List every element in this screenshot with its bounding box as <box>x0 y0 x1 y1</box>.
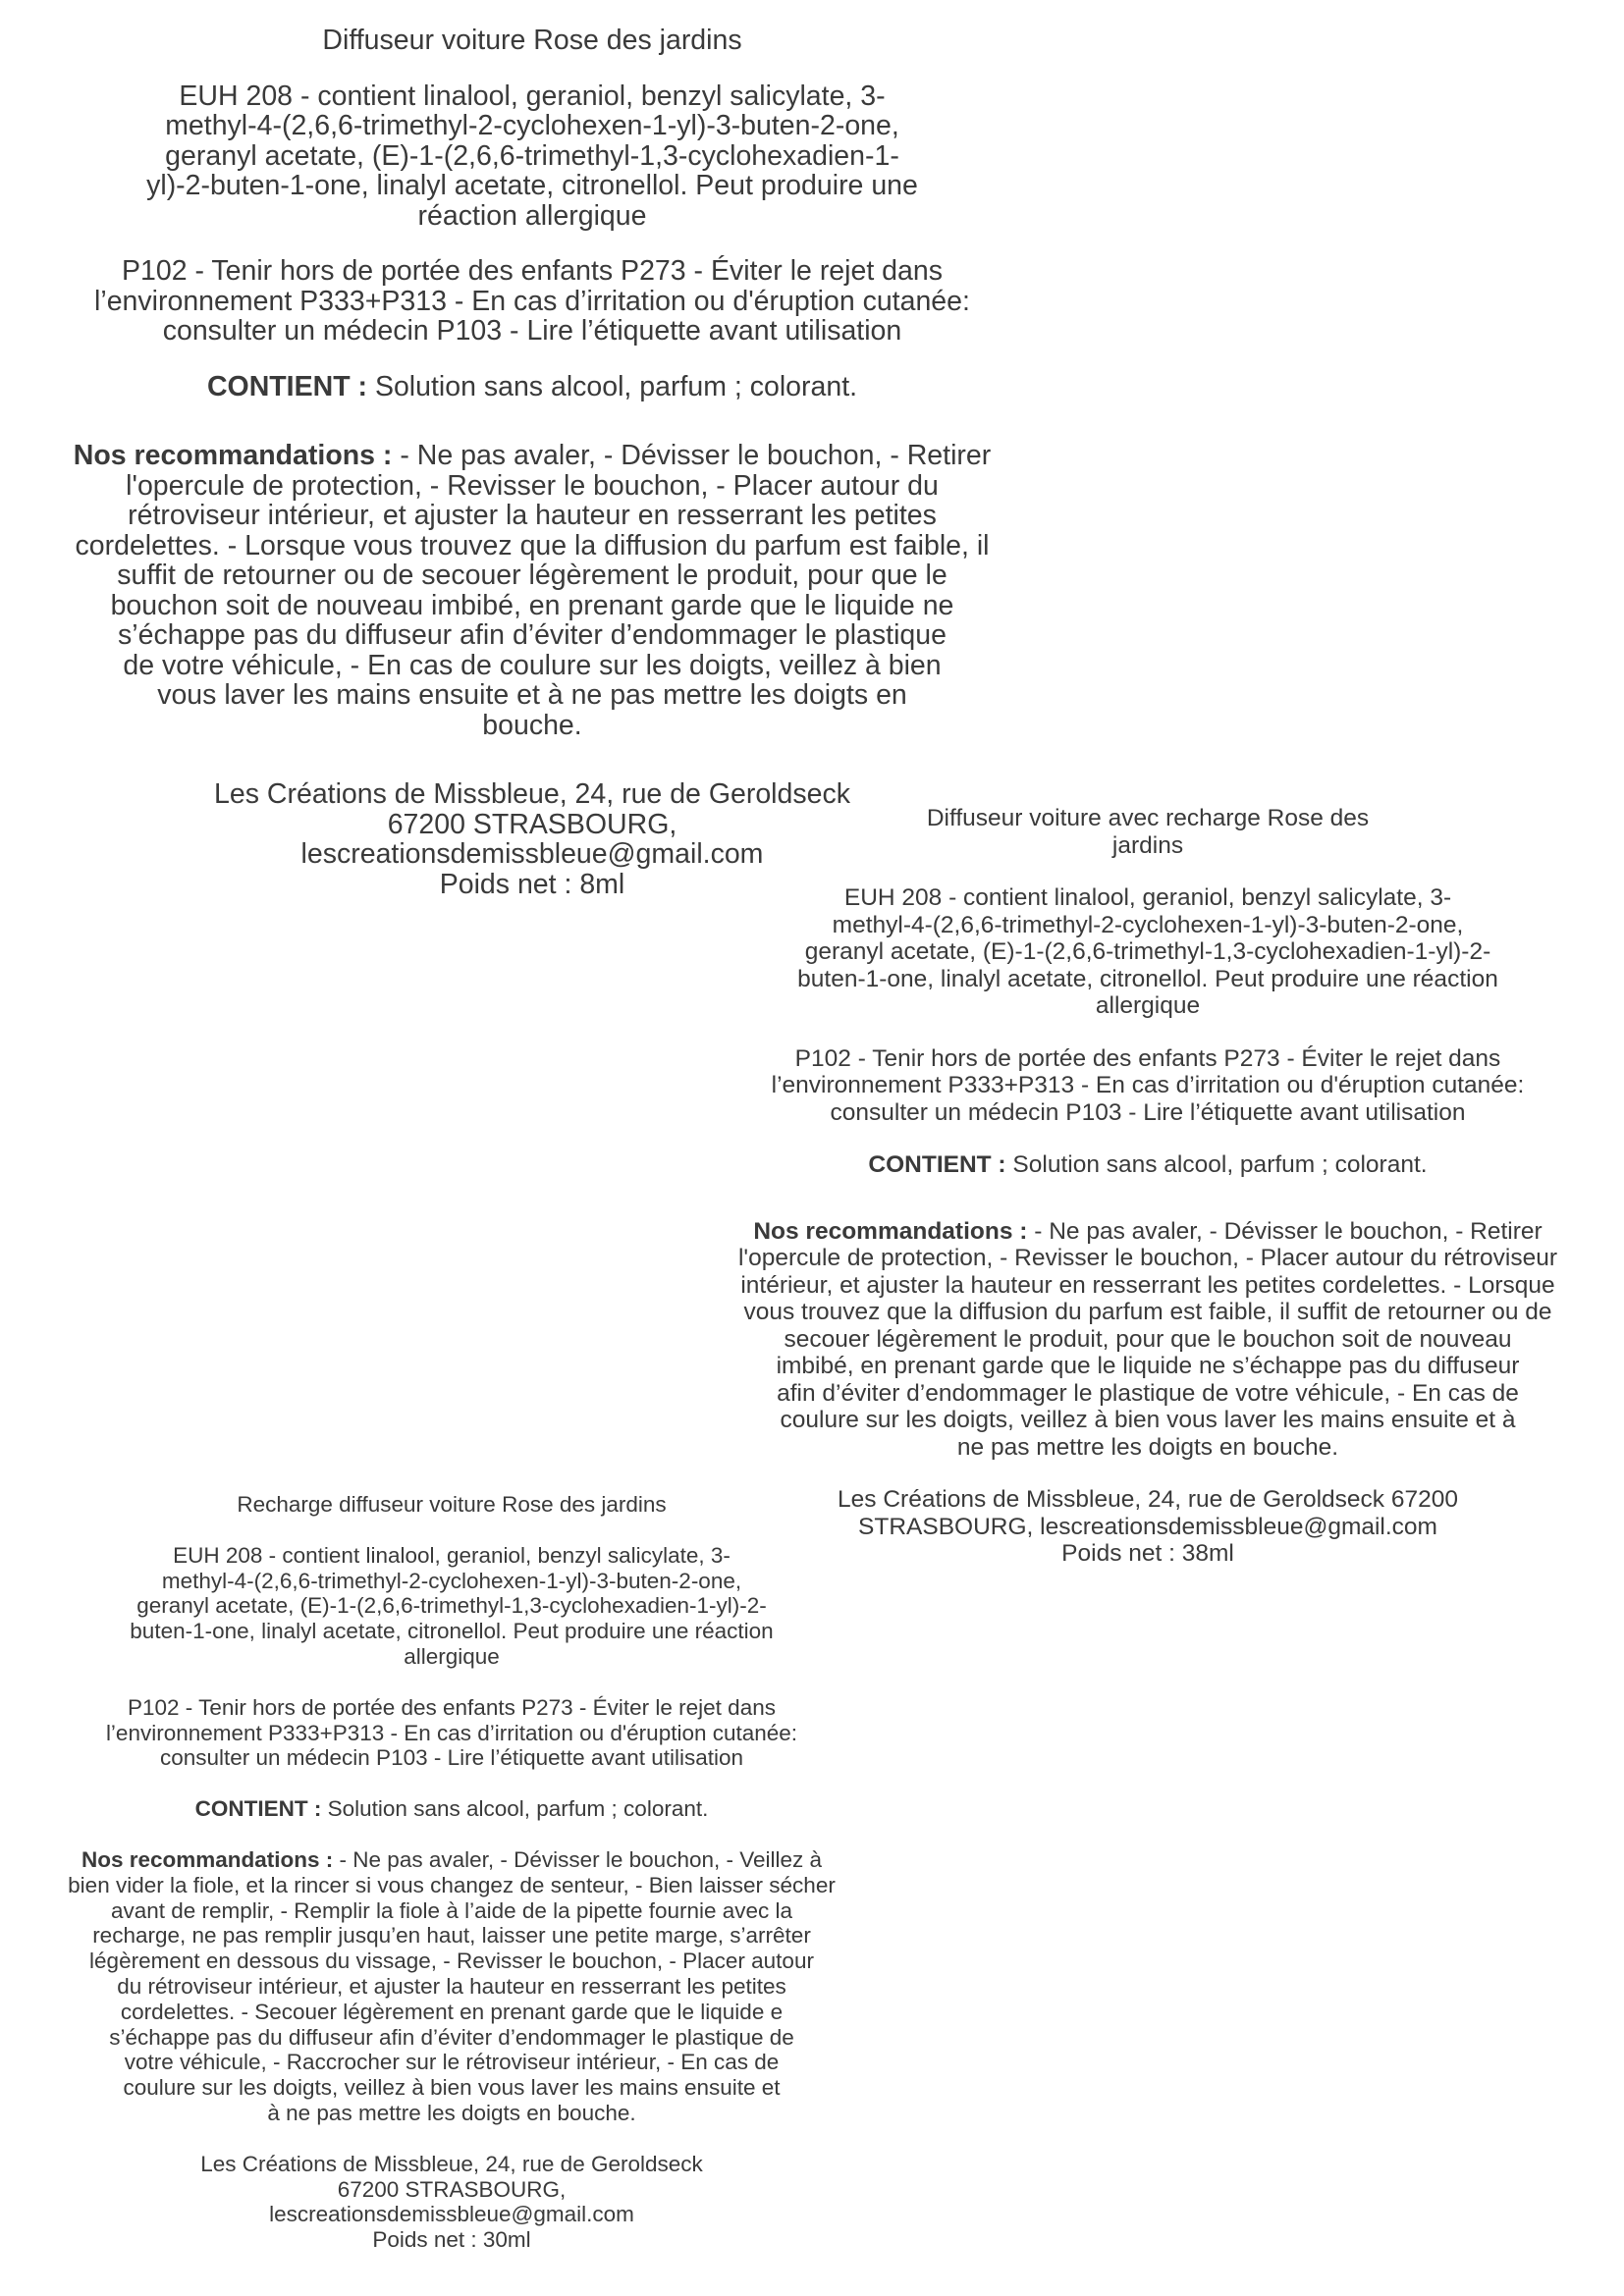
text-line: 67200 STRASBOURG, <box>387 808 677 840</box>
text-line: du rétroviseur intérieur, et ajuster la hauteur en resserrant les petites <box>117 1973 786 1999</box>
precautionary-statements <box>10 1695 893 1771</box>
text-line: EUH 208 - contient linalool, geraniol, benzyl salicylate, 3- <box>173 1542 731 1568</box>
text-line: allergique <box>1095 992 1201 1019</box>
text-line: consulter un médecin P103 - Lire l’étiquette avant utilisation <box>159 1745 744 1771</box>
label-title <box>697 805 1598 859</box>
text-line: Les Créations de Missbleue, 24, rue de Geroldseck <box>200 2151 703 2176</box>
contents-text: Solution sans alcool, parfum ; colorant. <box>374 370 858 402</box>
text-line: yl)-2-buten-1-one, linalyl acetate, citronellol. Peut produire une <box>146 170 918 201</box>
manufacturer-address <box>10 2152 893 2253</box>
text-line: l'opercule de protection, - Revisser le bouchon, - Placer autour du <box>126 469 939 502</box>
text-line: de votre véhicule, - En cas de coulure sur les doigts, veillez à bien <box>123 649 942 681</box>
text-line: l’environnement P333+P313 - En cas d’irritation ou d'éruption cutanée: <box>94 285 970 317</box>
text-line: avant de remplir, - Remplir la fiole à l’aide de la pipette fournie avec la <box>110 1897 793 1923</box>
contents-label: CONTIENT : <box>868 1151 1006 1178</box>
contents-text: Solution sans alcool, parfum ; colorant. <box>1012 1151 1428 1178</box>
precautionary-statements <box>35 256 1029 347</box>
text-line: coulure sur les doigts, veillez à bien vous laver les mains ensuite et à <box>780 1407 1516 1433</box>
text-line: methyl-4-(2,6,6-trimethyl-2-cyclohexen-1-yl)-3-buten-2-one, <box>165 110 899 141</box>
contents-label: CONTIENT : <box>194 1796 322 1822</box>
text-line: geranyl acetate, (E)-1-(2,6,6-trimethyl-1,3-cyclohexadien-1- <box>165 139 899 172</box>
contents-line <box>697 1151 1598 1179</box>
text-line: cordelettes. - Lorsque vous trouvez que la diffusion du parfum est faible, il <box>75 529 990 561</box>
text-line: P102 - Tenir hors de portée des enfants P273 - Éviter le rejet dans <box>794 1044 1501 1072</box>
recommendations-label: Nos recommandations : <box>73 440 393 471</box>
recommendations-label: Nos recommandations : <box>81 1846 334 1872</box>
text-line: intérieur, et ajuster la hauteur en resserrant les petites cordelettes. - Lorsque <box>740 1271 1555 1299</box>
text-line: Les Créations de Missbleue, 24, rue de Geroldseck 67200 <box>838 1486 1458 1513</box>
label-title: Recharge diffuseur voiture Rose des jardins <box>237 1492 667 1517</box>
contents-label: CONTIENT : <box>206 370 368 402</box>
recommendations-text: - Ne pas avaler, - Dévisser le bouchon, - Retirer <box>1034 1217 1543 1245</box>
text-line: rétroviseur intérieur, et ajuster la hauteur en resserrant les petites <box>128 500 937 531</box>
label-title: Diffuseur voiture Rose des jardins <box>322 25 742 56</box>
text-line: réaction allergique <box>417 199 647 232</box>
text-line: recharge, ne pas remplir jusqu’en haut, laisser une petite marge, s’arrêter <box>92 1923 811 1949</box>
label-diffuser-with-refill <box>697 805 1598 1568</box>
text-line: vous trouvez que la diffusion du parfum est faible, il suffit de retourner ou de <box>743 1299 1552 1325</box>
text-line: s’échappe pas du diffuseur afin d’éviter d’endommager le plastique <box>118 619 947 651</box>
text-line: suffit de retourner ou de secouer légèrement le produit, pour que le <box>117 560 947 591</box>
euh-statement <box>10 1543 893 1670</box>
label-refill <box>10 1492 893 2253</box>
text-line: geranyl acetate, (E)-1-(2,6,6-trimethyl-1,3-cyclohexadien-1-yl)-2- <box>804 938 1491 965</box>
text-line <box>35 441 1029 471</box>
text-line: votre véhicule, - Raccrocher sur le rétroviseur intérieur, - En cas de <box>124 2050 780 2075</box>
net-weight: Poids net : 30ml <box>372 2227 531 2253</box>
text-line: bien vider la fiole, et la rincer si vous changez de senteur, - Bien laisser sécher <box>68 1872 836 1897</box>
text-line: coulure sur les doigts, veillez à bien vous laver les mains ensuite et <box>123 2075 781 2101</box>
text-line: buten-1-one, linalyl acetate, citronellol. Peut produire une réaction <box>797 965 1498 992</box>
text-line: afin d’éviter d’endommager le plastique de votre véhicule, - En cas de <box>777 1379 1519 1407</box>
recommendations <box>10 1847 893 2126</box>
text-line: l’environnement P333+P313 - En cas d’irritation ou d'éruption cutanée: <box>771 1072 1525 1098</box>
text-line: allergique <box>404 1643 500 1669</box>
text-line: methyl-4-(2,6,6-trimethyl-2-cyclohexen-1-yl)-3-buten-2-one, <box>161 1568 742 1593</box>
text-line: légèrement en dessous du vissage, - Revisser le bouchon, - Placer autour <box>89 1949 814 1974</box>
recommendations <box>35 441 1029 740</box>
net-weight: Poids net : 8ml <box>439 868 625 900</box>
text-line: EUH 208 - contient linalool, geraniol, benzyl salicylate, 3- <box>843 884 1452 911</box>
recommendations-text: - Ne pas avaler, - Dévisser le bouchon, - Veillez à <box>339 1846 823 1872</box>
contents-line <box>35 372 1029 402</box>
text-line <box>697 1218 1598 1246</box>
euh-statement <box>697 884 1598 1020</box>
euh-statement <box>35 81 1029 232</box>
text-line: l'opercule de protection, - Revisser le bouchon, - Placer autour du rétroviseur <box>737 1245 1558 1271</box>
text-line: bouchon soit de nouveau imbibé, en prenant garde que le liquide ne <box>110 589 954 621</box>
contents-text: Solution sans alcool, parfum ; colorant. <box>327 1796 709 1822</box>
text-line: l’environnement P333+P313 - En cas d’irritation ou d'éruption cutanée: <box>105 1720 798 1745</box>
text-line: methyl-4-(2,6,6-trimethyl-2-cyclohexen-1-yl)-3-buten-2-one, <box>832 911 1464 938</box>
text-line: jardins <box>1111 831 1184 859</box>
text-line: Diffuseur voiture avec recharge Rose des <box>926 805 1370 831</box>
text-line: cordelettes. - Secouer légèrement en prenant garde que le liquide e <box>120 1999 784 2024</box>
text-line: 67200 STRASBOURG, <box>337 2176 567 2202</box>
text-line: vous laver les mains ensuite et à ne pas mettre les doigts en <box>157 679 907 711</box>
label-diffuser <box>35 26 1029 899</box>
recommendations-text: - Ne pas avaler, - Dévisser le bouchon, - Retirer <box>400 440 992 471</box>
text-line: secouer légèrement le produit, pour que le bouchon soit de nouveau <box>784 1325 1512 1353</box>
text-line: consulter un médecin P103 - Lire l’étiquette avant utilisation <box>162 315 902 347</box>
text-line: Les Créations de Missbleue, 24, rue de Geroldseck <box>214 778 850 810</box>
text-line <box>10 1847 893 1873</box>
email-text: lescreationsdemissbleue@gmail.com <box>269 2202 634 2227</box>
text-line: P102 - Tenir hors de portée des enfants P273 - Éviter le rejet dans <box>128 1694 776 1720</box>
text-line: à ne pas mettre les doigts en bouche. <box>267 2100 636 2125</box>
text-line: STRASBOURG, lescreationsdemissbleue@gmail.com <box>858 1513 1437 1540</box>
email-text: lescreationsdemissbleue@gmail.com <box>300 838 764 870</box>
recommendations-label: Nos recommandations : <box>753 1217 1028 1245</box>
precautionary-statements <box>697 1045 1598 1127</box>
text-line: EUH 208 - contient linalool, geraniol, benzyl salicylate, 3- <box>179 80 886 112</box>
text-line: imbibé, en prenant garde que le liquide ne s’échappe pas du diffuseur <box>776 1353 1520 1379</box>
contents-line <box>10 1796 893 1822</box>
recommendations <box>697 1218 1598 1462</box>
text-line: buten-1-one, linalyl acetate, citronellol. Peut produire une réaction <box>130 1619 774 1644</box>
net-weight: Poids net : 38ml <box>1061 1540 1234 1567</box>
text-line: geranyl acetate, (E)-1-(2,6,6-trimethyl-1,3-cyclohexadien-1-yl)-2- <box>136 1593 767 1619</box>
text-line: bouche. <box>482 709 582 741</box>
text-line: s’échappe pas du diffuseur afin d’éviter d’endommager le plastique de <box>109 2024 794 2050</box>
text-line: ne pas mettre les doigts en bouche. <box>956 1433 1339 1461</box>
text-line: P102 - Tenir hors de portée des enfants P273 - Éviter le rejet dans <box>122 255 943 287</box>
text-line: consulter un médecin P103 - Lire l’étiquette avant utilisation <box>830 1098 1466 1126</box>
